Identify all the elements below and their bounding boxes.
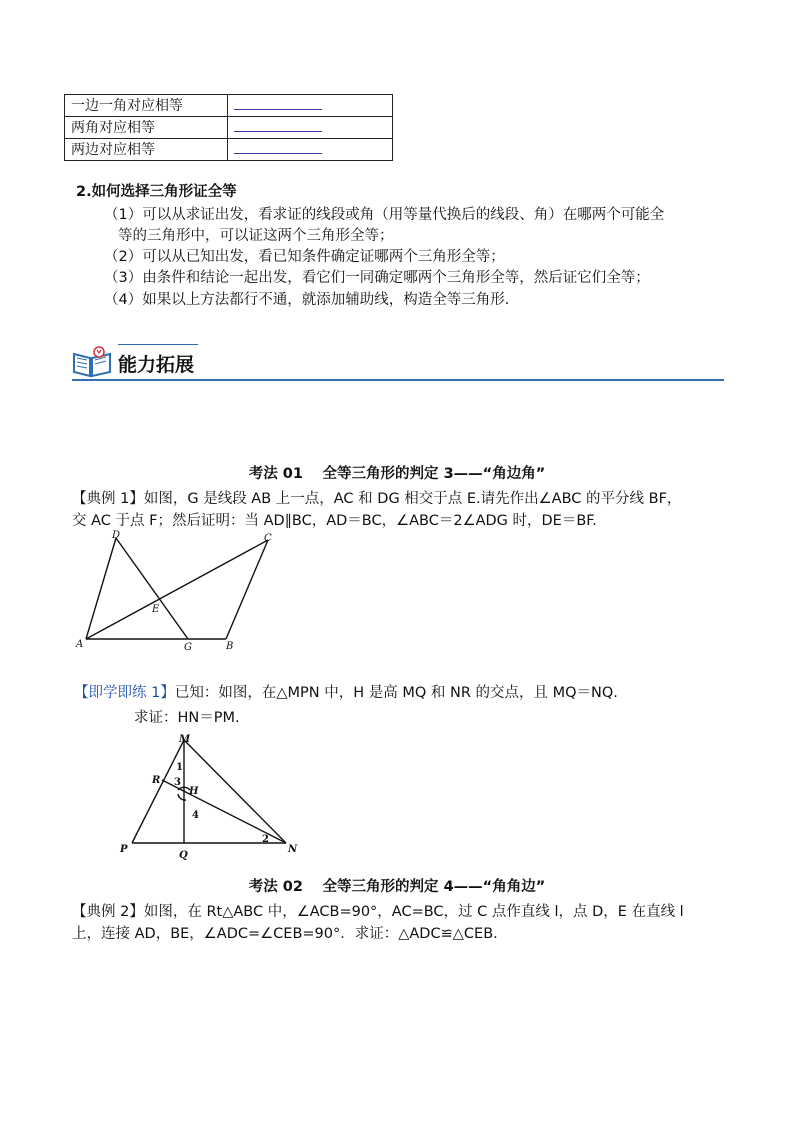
label-g: G — [184, 642, 192, 653]
section-title: 能力拓展 — [118, 354, 195, 376]
label-h: H — [189, 786, 199, 797]
list-item: （1）可以从求证出发，看求证的线段或角（用等量代换后的线段、角）在哪两个可能全 — [104, 207, 665, 223]
example-text — [72, 900, 684, 921]
angle-label-1: 1 — [176, 762, 183, 773]
example-tag: 【典例 2】 — [72, 904, 144, 920]
label-d: D — [112, 530, 121, 541]
list-item: （4）如果以上方法都行不通，就添加辅助线，构造全等三角形. — [104, 292, 510, 308]
table-row — [65, 139, 393, 161]
table-cell-label: 两角对应相等 — [65, 117, 228, 139]
practice-text — [74, 681, 618, 702]
angle-label-4: 4 — [192, 810, 199, 821]
label-e: E — [152, 604, 160, 615]
table-row — [65, 117, 393, 139]
book-icon — [72, 344, 112, 384]
answer-blank[interactable] — [234, 117, 322, 132]
table-cell-label: 一边一角对应相等 — [65, 95, 228, 117]
angle-arc — [178, 794, 186, 800]
section-heading: 2.如何选择三角形证全等 — [76, 184, 237, 200]
table-cell-blank — [228, 139, 393, 161]
table-cell-label: 两边对应相等 — [65, 139, 228, 161]
answer-blank[interactable] — [234, 95, 322, 110]
segment-dg — [116, 538, 188, 639]
segment-bc — [226, 540, 268, 639]
label-a: A — [76, 639, 84, 650]
answer-blank[interactable] — [234, 139, 322, 154]
practice-tag: 【即学即练 1】 — [74, 685, 175, 701]
example-text — [72, 487, 681, 508]
segment-ad — [86, 538, 116, 639]
list-item: （3）由条件和结论一起出发，看它们一同确定哪两个三角形全等，然后证它们全等； — [104, 270, 650, 286]
label-b: B — [226, 641, 234, 652]
table-row — [65, 95, 393, 117]
example-tag: 【典例 1】 — [72, 491, 144, 507]
practice-line: 求证：HN＝PM. — [134, 710, 240, 726]
segment-mp — [132, 740, 184, 843]
label-q: Q — [179, 850, 188, 861]
example-line: 上，连接 AD，BE，∠ADC=∠CEB=90°．求证：△ADC≌△CEB. — [72, 926, 498, 942]
example-line: 如图，G 是线段 AB 上一点，AC 和 DG 相交于点 E.请先作出∠ABC 的平分线 BF， — [143, 491, 682, 507]
table-cell-blank — [228, 117, 393, 139]
angle-label-2: 2 — [262, 834, 269, 845]
list-item: 等的三角形中，可以证这两个三角形全等； — [118, 228, 394, 244]
condition-table — [64, 94, 393, 161]
label-n: N — [288, 844, 298, 855]
segment-mn — [184, 740, 286, 843]
figure-quadrilateral — [70, 528, 290, 658]
method-title: 考法 01 全等三角形的判定 3——“角边角” — [248, 466, 546, 482]
label-m: M — [179, 734, 191, 745]
list-item: （2）可以从已知出发，看已知条件确定证哪两个三角形全等； — [104, 249, 505, 265]
practice-line: 已知：如图，在△MPN 中，H 是高 MQ 和 NR 的交点，且 MQ＝NQ. — [174, 685, 618, 701]
label-r: R — [152, 775, 161, 786]
banner-top-rule — [118, 344, 198, 345]
figure-triangle-mpn — [116, 730, 306, 865]
section-divider — [72, 379, 724, 381]
label-c: C — [264, 533, 272, 544]
method-title: 考法 02 全等三角形的判定 4——“角角边” — [248, 879, 546, 895]
table-cell-blank — [228, 95, 393, 117]
example-line: 如图，在 Rt△ABC 中，∠ACB=90°，AC=BC，过 C 点作直线 l，点 D，E 在直线 l — [143, 904, 684, 920]
example-line: 交 AC 于点 F；然后证明：当 AD∥BC，AD＝BC，∠ABC＝2∠ADG 时，DE＝BF. — [72, 513, 597, 529]
label-p: P — [120, 844, 128, 855]
angle-label-3: 3 — [174, 777, 181, 788]
